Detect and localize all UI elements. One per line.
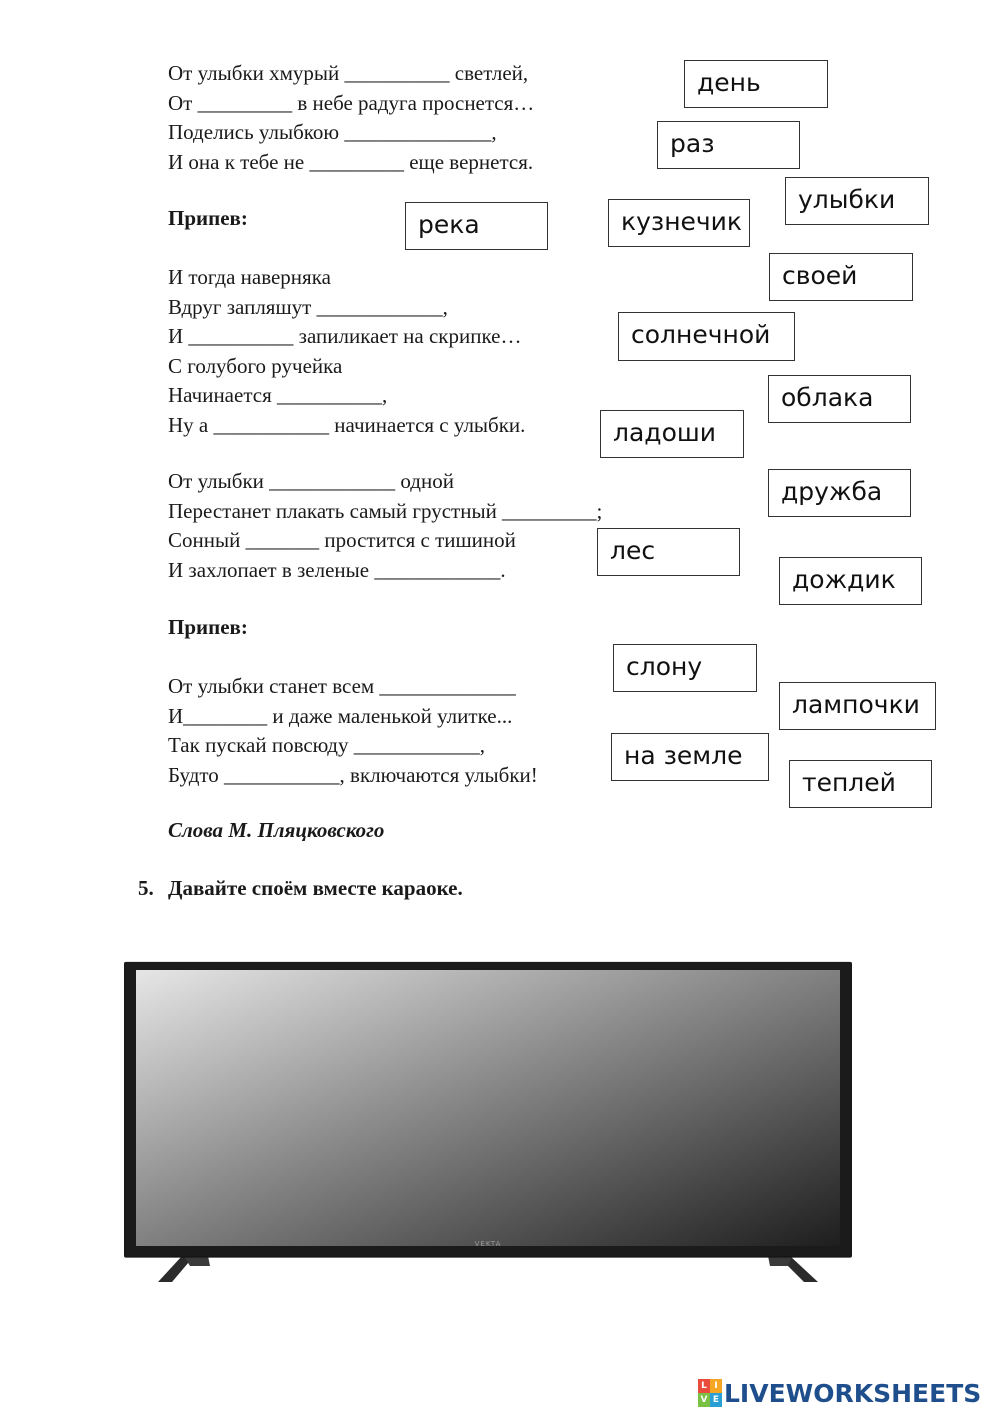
word-ulybki[interactable]: улыбки [785, 177, 929, 225]
word-tepley[interactable]: теплей [789, 760, 932, 808]
word-den[interactable]: день [684, 60, 828, 108]
lyric-line: Сонный _______ простится с тишиной [168, 528, 516, 552]
stanza-4 [168, 672, 538, 790]
word-svoey[interactable]: своей [769, 253, 913, 301]
lyric-line: И________ и даже маленькой улитке... [168, 703, 513, 728]
lyric-line: Будто ___________, включаются улыбки! [168, 762, 538, 787]
lyric-line: Начинается __________, [168, 383, 388, 407]
logo-letter: E [710, 1393, 722, 1407]
lyric-line: Ну а ___________ начинается с улыбки. [168, 412, 526, 437]
task-5 [138, 876, 463, 901]
logo-letter: L [698, 1379, 710, 1393]
word-les[interactable]: лес [597, 528, 740, 576]
lyric-line: И она к тебе не _________ еще вернется. [168, 149, 534, 174]
word-druzhba[interactable]: дружба [768, 469, 911, 517]
word-ladoshi[interactable]: ладоши [600, 410, 744, 458]
stanza-1 [168, 59, 534, 177]
word-reka[interactable]: река [405, 202, 548, 250]
logo-text: LIVEWORKSHEETS [724, 1378, 982, 1408]
stanza-2 [168, 263, 525, 440]
lyric-line: Поделись улыбкою ______________, [168, 120, 497, 144]
lyric-line: И захлопает в зеленые ____________. [168, 557, 506, 582]
lyric-line: Вдруг запляшут ____________, [168, 294, 448, 319]
liveworksheets-logo [698, 1376, 981, 1410]
word-na-zemle[interactable]: на земле [611, 733, 769, 781]
tv-brand-label: VEKTA [474, 1240, 502, 1248]
lyric-line: И __________ запиликает на скрипке… [168, 324, 522, 348]
logo-letter: I [710, 1379, 722, 1393]
chorus-heading: Припев: [168, 615, 248, 639]
stanza-3 [168, 467, 602, 585]
lyric-line: Перестанет плакать самый грустный _________; [168, 498, 603, 523]
tv-icon [124, 960, 852, 1284]
lyric-line: Так пускай повсюду ____________, [168, 733, 485, 757]
word-lampochki[interactable]: лампочки [779, 682, 936, 730]
lyric-line: С голубого ручейка [168, 353, 343, 378]
lyric-line: От улыбки станет всем _____________ [168, 674, 516, 698]
logo-letter: V [698, 1393, 710, 1407]
word-kuznechik[interactable]: кузнечик [608, 199, 750, 247]
karaoke-tv-player[interactable] [124, 960, 852, 1284]
word-raz[interactable]: раз [657, 121, 800, 169]
lyric-line: От улыбки ____________ одной [168, 469, 454, 493]
author-credit: Слова М. Пляцковского [168, 818, 385, 842]
word-oblaka[interactable]: облака [768, 375, 911, 423]
task-text: Давайте споём вместе караоке. [168, 876, 463, 900]
word-dozhdik[interactable]: дождик [779, 557, 922, 605]
logo-grid-icon [698, 1379, 722, 1407]
chorus-heading: Припев: [168, 206, 248, 230]
lyric-line: И тогда наверняка [168, 265, 331, 289]
word-slonu[interactable]: слону [613, 644, 757, 692]
lyric-line: От _________ в небе радуга проснется… [168, 90, 535, 115]
word-solnechnoy[interactable]: солнечной [618, 312, 795, 361]
lyric-line: От улыбки хмурый __________ светлей, [168, 61, 529, 85]
task-number: 5. [138, 876, 154, 900]
